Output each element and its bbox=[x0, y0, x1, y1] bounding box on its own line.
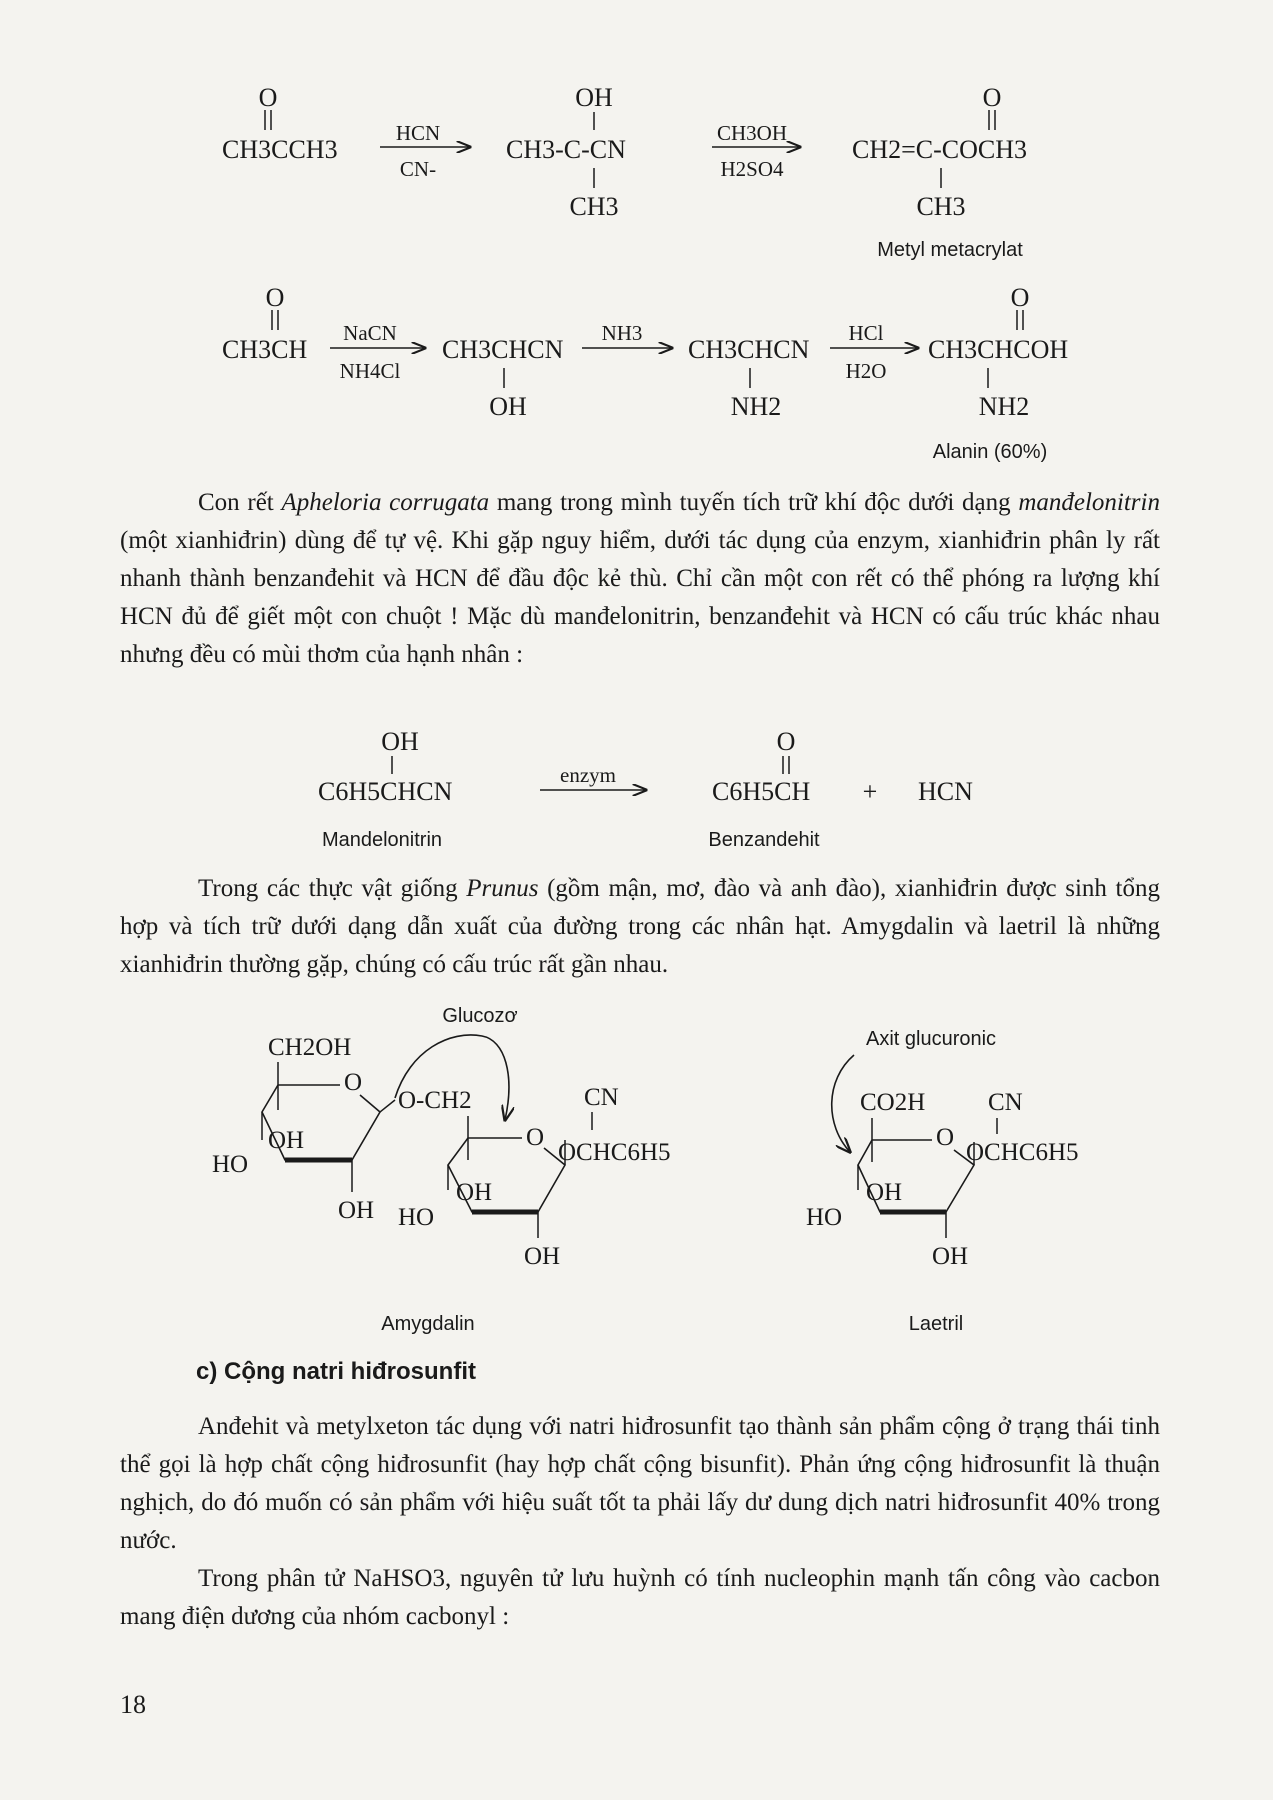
r2-product-oxygen: O bbox=[1010, 283, 1030, 312]
ring2-oh-bottom: OH bbox=[524, 1243, 561, 1270]
r1-intermediate: CH3-C-CN bbox=[506, 135, 626, 164]
r2-reagent3-top: HCl bbox=[848, 321, 884, 345]
p1-text-a: Con rết bbox=[198, 489, 282, 516]
reaction-1 bbox=[222, 83, 1027, 261]
ring2-oh-inner: OH bbox=[456, 1179, 493, 1206]
r2-intermediate1-bottom: OH bbox=[489, 392, 527, 421]
amygdalin-name: Amygdalin bbox=[381, 1313, 475, 1335]
ring2-oxygen: O bbox=[526, 1124, 545, 1151]
r2-intermediate2-bottom: NH2 bbox=[730, 392, 782, 421]
laetril-cn: CN bbox=[988, 1089, 1023, 1116]
r1-reagent2-bottom: H2SO4 bbox=[720, 157, 784, 181]
p1-text-b: mang trong mình tuyến tích trữ khí độc dưới dạng bbox=[489, 489, 1019, 516]
r2-product: CH3CHCOH bbox=[928, 335, 1069, 364]
r2-reagent3-bottom: H2O bbox=[845, 359, 887, 383]
r3-product: C6H5CH bbox=[712, 777, 811, 806]
laetril-structure bbox=[806, 1028, 1079, 1335]
r2-reactant: CH3CH bbox=[222, 335, 308, 364]
p2-genus: Prunus bbox=[466, 875, 539, 902]
reaction-2 bbox=[222, 283, 1068, 463]
glucose-label: Glucozơ bbox=[442, 1005, 518, 1027]
page-number: 18 bbox=[120, 1690, 146, 1719]
r1-product-name: Metyl metacrylat bbox=[877, 239, 1023, 261]
ring1-o-ch2: O-CH2 bbox=[398, 1087, 472, 1114]
ring1-ho: HO bbox=[212, 1151, 249, 1178]
ring1-oh-inner: OH bbox=[268, 1127, 305, 1154]
laetril-oxygen: O bbox=[936, 1124, 955, 1151]
paragraph-hydrosulfite: Anđehit và metylxeton tác dụng với natri hiđrosunfit tạo thành sản phẩm cộng ở trạng thái tinh thể gọi là hợp chất cộng hiđrosunfit (hay hợp chất cộng bisunfit). Phản ứng cộng hiđrosunfit là thuận nghịch, do đó muốn có sản phẩm với hiệu suất tốt ta phải lấy dư dung dịch natri hiđrosunfit 40% trong nước. bbox=[120, 1413, 1160, 1554]
r1-reagent-bottom: CN- bbox=[399, 157, 437, 181]
laetril-name: Laetril bbox=[908, 1313, 964, 1335]
r3-plus: + bbox=[862, 777, 878, 806]
r2-reagent1-top: NaCN bbox=[343, 321, 397, 345]
r1-intermediate-top: OH bbox=[575, 83, 613, 112]
paragraph-nahso3: Trong phân tử NaHSO3, nguyên tử lưu huỳnh có tính nucleophin mạnh tấn công vào cacbon mang điện dương của nhóm cacbonyl : bbox=[120, 1565, 1160, 1630]
ring1-oxygen: O bbox=[344, 1069, 363, 1096]
r2-product-bottom: NH2 bbox=[978, 392, 1030, 421]
r2-product-name: Alanin (60%) bbox=[932, 441, 1048, 463]
reaction-3 bbox=[318, 727, 973, 851]
r1-reactant-oxygen: O bbox=[258, 83, 278, 112]
ring2-ho: HO bbox=[398, 1204, 435, 1231]
laetril-ochc6h5: OCHC6H5 bbox=[966, 1139, 1079, 1166]
r2-reactant-oxygen: O bbox=[265, 283, 285, 312]
glucuronic-label: Axit glucuronic bbox=[866, 1028, 997, 1050]
r1-product: CH2=C-COCH3 bbox=[852, 135, 1028, 164]
r3-reagent: enzym bbox=[560, 763, 616, 787]
r3-reactant: C6H5CHCN bbox=[318, 777, 453, 806]
p1-species: Apheloria corrugata bbox=[281, 489, 490, 516]
ring1-oh-bottom: OH bbox=[338, 1197, 375, 1224]
section-heading: c) Cộng natri hiđrosunfit bbox=[196, 1358, 476, 1385]
amygdalin-structure bbox=[212, 1005, 671, 1335]
r2-reagent2-top: NH3 bbox=[601, 321, 643, 345]
ring1-ch2oh: CH2OH bbox=[268, 1034, 352, 1061]
laetril-oh-bottom: OH bbox=[932, 1243, 969, 1270]
r3-reactant-top: OH bbox=[381, 727, 419, 756]
r3-reactant-name: Mandelonitrin bbox=[321, 829, 443, 851]
ring2-cn: CN bbox=[584, 1084, 619, 1111]
laetril-co2h: CO2H bbox=[860, 1089, 926, 1116]
p2-text-b: (gồm mận, mơ, đào và anh đào), xianhiđrin được sinh tổng hợp và tích trữ dưới dạng dẫn xuất của đường trong các nhân hạt. Amygdalin và laetril là những xianhiđrin thường gặp, chúng có cấu trúc rất gần nhau. bbox=[120, 875, 1161, 978]
p2-text-a: Trong các thực vật giống bbox=[198, 875, 467, 902]
r1-reactant: CH3CCH3 bbox=[222, 135, 338, 164]
r3-product-name: Benzandehit bbox=[708, 829, 820, 851]
r1-reagent2-top: CH3OH bbox=[716, 121, 788, 145]
r1-product-bottom: CH3 bbox=[916, 192, 966, 221]
r2-intermediate2: CH3CHCN bbox=[688, 335, 810, 364]
glucuronic-arrow bbox=[832, 1055, 854, 1152]
ring2-ochc6h5: OCHC6H5 bbox=[558, 1139, 671, 1166]
paragraph-prunus bbox=[120, 870, 1160, 984]
r2-intermediate1: CH3CHCN bbox=[442, 335, 564, 364]
r1-intermediate-bottom: CH3 bbox=[569, 192, 619, 221]
laetril-ho: HO bbox=[806, 1204, 843, 1231]
r3-coproduct: HCN bbox=[918, 777, 973, 806]
r1-reagent-top: HCN bbox=[395, 121, 441, 145]
p1-compound: manđelonitrin bbox=[1018, 489, 1160, 516]
paragraph-centipede bbox=[120, 484, 1160, 674]
r1-product-oxygen: O bbox=[982, 83, 1002, 112]
r2-reagent1-bottom: NH4Cl bbox=[339, 359, 401, 383]
r3-product-oxygen: O bbox=[776, 727, 796, 756]
p1-text-c: (một xianhiđrin) dùng để tự vệ. Khi gặp nguy hiểm, dưới tác dụng của enzym, xianhiđrin phân ly rất nhanh thành benzanđehit và HCN để đầu độc kẻ thù. Chỉ cần một con rết có thể phóng ra lượng khí HCN đủ để giết một con chuột ! Mặc dù manđelonitrin, benzanđehit và HCN có cấu trúc khác nhau nhưng đều có mùi thơm của hạnh nhân : bbox=[120, 527, 1160, 668]
laetril-oh-inner: OH bbox=[866, 1179, 903, 1206]
